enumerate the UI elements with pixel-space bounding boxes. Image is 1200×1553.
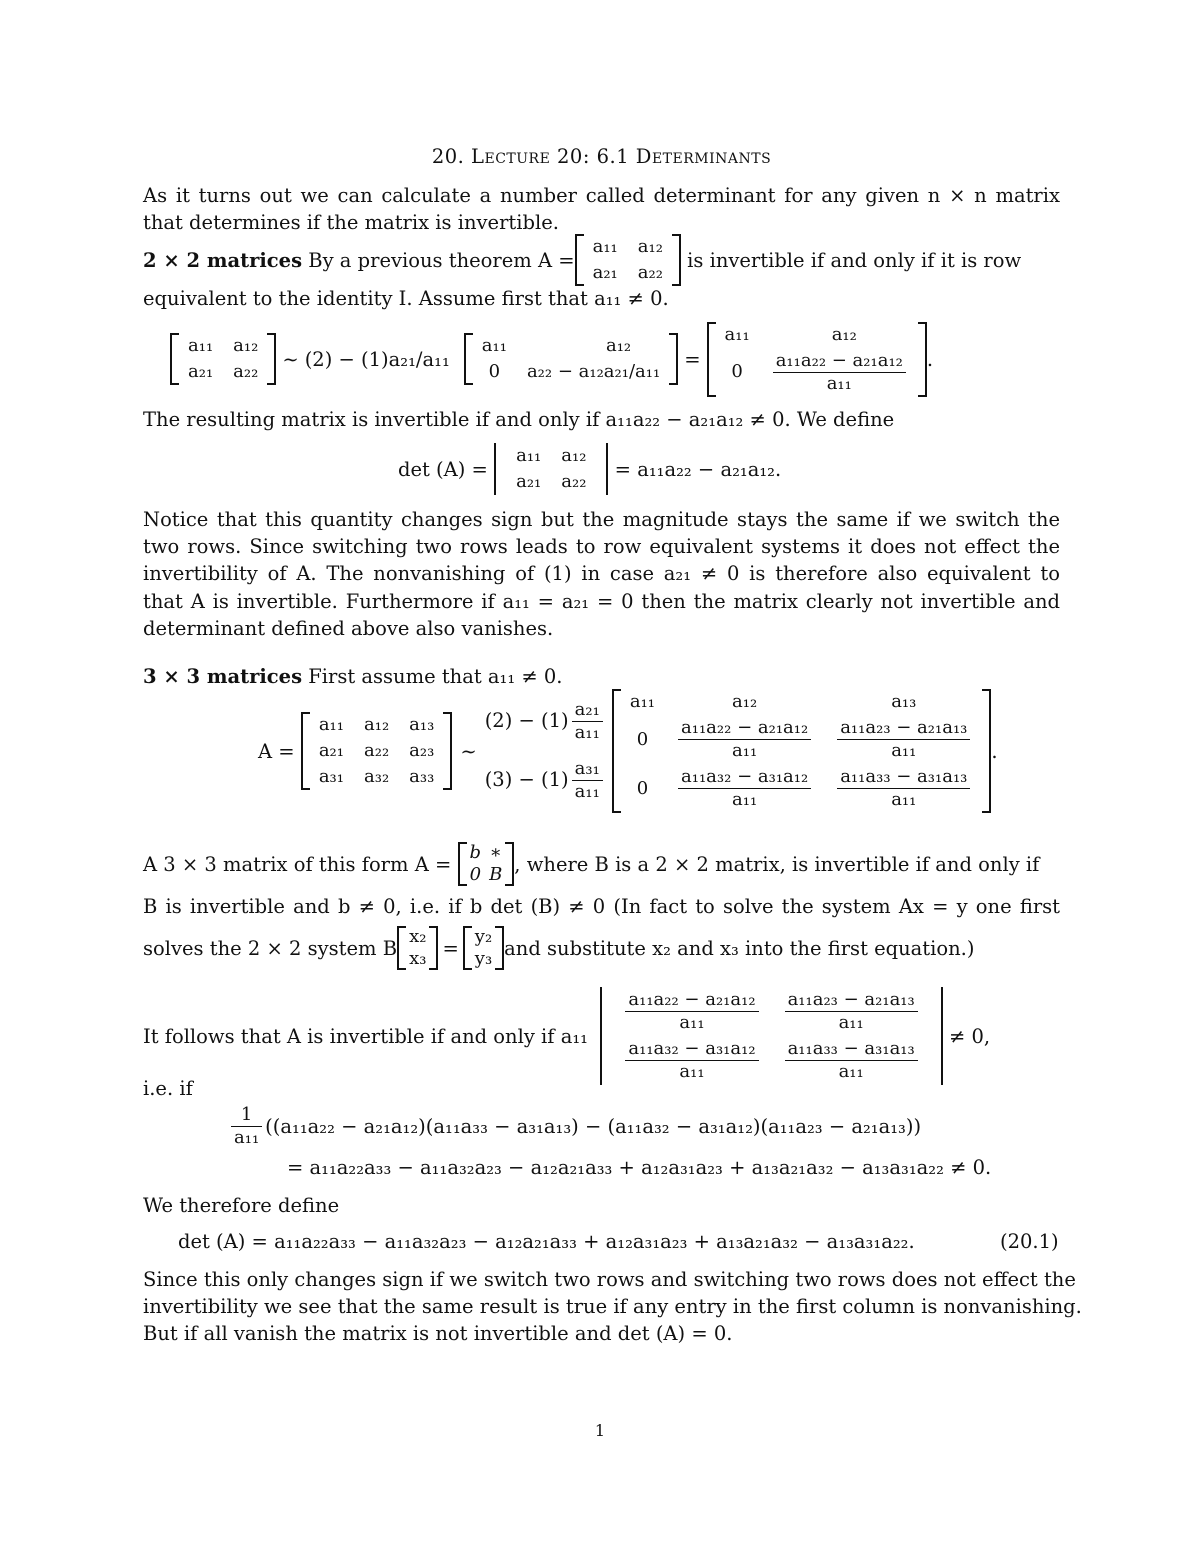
denominator: a₁₁ [891, 740, 917, 761]
entry-a22: a₂₂ [637, 262, 663, 283]
intro-line-2: that determines if the matrix is invertible. [143, 211, 559, 234]
fraction [773, 350, 906, 395]
row-operations [485, 699, 606, 803]
entry-a21: a₂₁ [592, 262, 618, 283]
since-line-3: But if all vanish the matrix is not invertible and det (A) = 0. [143, 1322, 733, 1345]
entry: a₃₁ [318, 766, 344, 787]
follows-tail: ≠ 0, [948, 1024, 991, 1048]
entry: a₂₁ [318, 740, 344, 761]
row-reduction-3x3 [258, 678, 998, 824]
tilde: ∼ [460, 739, 477, 763]
denominator: a₁₁ [891, 789, 917, 810]
numerator: a₁₁a₃₃ − a₃₁a₁₃ [785, 1038, 918, 1061]
numerator: a₁₁a₂₃ − a₂₁a₁₃ [785, 989, 918, 1012]
entry: a₂₃ [409, 740, 435, 761]
entry: a₁₁ [318, 714, 344, 735]
section-2x2-text: By a previous theorem A = [308, 248, 575, 272]
entry: a₁₁ [481, 335, 507, 356]
equals: = [684, 347, 701, 371]
entry-a11: a₁₁ [592, 236, 618, 257]
denominator: a₁₁ [838, 1061, 864, 1082]
entry: a₂₁ [516, 471, 542, 492]
A-equals: A = [258, 739, 295, 763]
form-text-3a: solves the 2 × 2 system B [143, 936, 398, 960]
entry: a₁₁ [629, 691, 656, 712]
notice-line-1: Notice that this quantity changes sign but the magnitude stays the same if we switch the [143, 508, 1060, 531]
entry: 0 [636, 777, 649, 799]
section-2x2-line [143, 230, 1060, 290]
entry: x₂ [409, 926, 427, 947]
tilde: ∼ [282, 347, 299, 371]
entry: ∗ [489, 842, 502, 863]
denominator: a₁₁ [838, 1012, 864, 1033]
entry: a₁₂ [831, 323, 857, 345]
entry: a₁₂ [732, 691, 758, 712]
since-line-1: Since this only changes sign if we switch two rows and switching two rows does not effect the [143, 1268, 1076, 1291]
det-lhs: det (A) = [398, 457, 488, 481]
entry: 0 [731, 361, 743, 382]
entry: B [489, 864, 503, 885]
expansion-line-1 [228, 1100, 921, 1152]
resulting-line: The resulting matrix is invertible if and only if a₁₁a₂₂ − a₂₁a₁₂ ≠ 0. We define [143, 408, 895, 431]
since-line-2: invertibility we see that the same result is true if any entry in the first column is nonvanishing. [143, 1295, 1082, 1318]
entry-a12: a₁₂ [637, 236, 663, 257]
form-text-a: A 3 × 3 matrix of this form A = [143, 852, 452, 876]
denominator: a₁₁ [234, 1126, 260, 1148]
entry: a₂₂ [561, 471, 587, 492]
equals: = [442, 936, 459, 960]
page-title: 20. Lecture 20: 6.1 Determinants [431, 145, 772, 168]
notice-line-4: that A is invertible. Furthermore if a₁₁ = a₂₁ = 0 then the matrix clearly not invertible and [143, 590, 1060, 613]
numerator: a₁₁a₃₃ − a₃₁a₁₃ [837, 766, 970, 789]
expansion-text-1: ((a₁₁a₂₂ − a₂₁a₁₂)(a₁₁a₃₃ − a₃₁a₁₃) − (a₁₁a₃₂ − a₃₁a₁₂)(a₁₁a₂₃ − a₂₁a₁₃)) [265, 1114, 922, 1138]
denominator: a₁₁ [732, 789, 758, 810]
section-3x3-text: First assume that a₁₁ ≠ 0. [308, 665, 563, 688]
det-rhs: = a₁₁a₂₂ − a₂₁a₁₂. [614, 457, 782, 481]
denominator: a₁₁ [826, 372, 852, 394]
entry: y₂ [474, 926, 493, 947]
numerator: a₁₁a₃₂ − a₃₁a₁₂ [625, 1038, 758, 1061]
entry: a₁₂ [561, 445, 587, 466]
entry: 0 [488, 361, 501, 382]
entry: x₃ [409, 948, 427, 969]
entry: a₁₁ [188, 335, 214, 356]
det-3x3-definition: det (A) = a₁₁a₂₂a₃₃ − a₁₁a₃₂a₂₃ − a₁₂a₂₁a₃₃ + a₁₂a₃₁a₂₃ + a₁₃a₂₁a₃₂ − a₁₃a₃₁a₂₂. [178, 1230, 915, 1253]
period: . [926, 347, 934, 371]
denominator: a₁₁ [679, 1061, 705, 1082]
entry: a₁₃ [891, 691, 917, 712]
entry: a₂₁ [188, 361, 214, 382]
numerator: a₁₁a₂₂ − a₂₁a₁₂ [625, 989, 758, 1012]
entry: 0 [469, 864, 482, 885]
numerator: a₁₁a₂₂ − a₂₁a₁₂ [678, 717, 811, 740]
form-line-2: B is invertible and b ≠ 0, i.e. if b det (B) ≠ 0 (In fact to solve the system Ax = y one first [143, 895, 1060, 918]
intro-line-1: As it turns out we can calculate a number called determinant for any given n × n matrix [143, 184, 1060, 207]
form-line-3 [143, 920, 1060, 976]
section-2x2-tail: is invertible if and only if it is row [687, 248, 1022, 272]
numerator: a₂₁ [572, 699, 603, 722]
numerator: a₁₁a₂₂ − a₂₁a₁₂ [773, 350, 906, 373]
denominator: a₁₁ [574, 722, 600, 743]
entry: a₁₂ [233, 335, 259, 356]
entry: a₁₂ [605, 335, 632, 356]
page-number: 1 [594, 1421, 606, 1440]
section-2x2-line-2: equivalent to the identity I. Assume first that a₁₁ ≠ 0. [143, 287, 669, 310]
entry: a₁₁ [516, 445, 542, 466]
denominator: a₁₁ [732, 740, 758, 761]
entry: b [469, 842, 482, 863]
row-operation: (2) − (1)a₂₁/a₁₁ [304, 347, 450, 371]
entry: 0 [636, 728, 649, 750]
matrix-A-2x2 [575, 234, 681, 286]
numerator: a₁₁a₂₃ − a₂₁a₁₃ [837, 717, 970, 740]
det-2x2-definition [398, 440, 781, 498]
form-text-3b: and substitute x₂ and x₃ into the first equation.) [504, 936, 975, 960]
entry: a₁₂ [364, 714, 390, 735]
entry: a₂₂ − a₁₂a₂₁/a₁₁ [526, 361, 661, 382]
denominator: a₁₁ [574, 781, 600, 802]
numerator: 1 [231, 1104, 262, 1127]
entry: a₃₂ [364, 766, 390, 787]
notice-line-5: determinant defined above also vanishes. [143, 617, 554, 640]
follows-text: It follows that A is invertible if and only if a₁₁ [143, 1024, 588, 1048]
denominator: a₁₁ [679, 1012, 705, 1033]
notice-line-2: two rows. Since switching two rows leads to row equivalent systems it does not effect the [143, 535, 1060, 558]
entry: y₃ [474, 948, 493, 969]
op: (2) − (1) [484, 709, 569, 732]
section-3x3-heading: 3 × 3 matrices [143, 665, 303, 688]
form-text-b: , where B is a 2 × 2 matrix, is invertible if and only if [514, 852, 1040, 876]
entry: a₁₃ [409, 714, 435, 735]
numerator: a₁₁a₃₂ − a₃₁a₁₂ [678, 766, 811, 789]
op: (3) − (1) [484, 768, 569, 791]
row-reduction-2x2 [170, 323, 933, 395]
section-2x2-heading: 2 × 2 matrices [143, 248, 303, 272]
therefore-line: We therefore define [143, 1194, 340, 1217]
entry: a₁₁ [724, 323, 750, 345]
expansion-line-2: = a₁₁a₂₂a₃₃ − a₁₁a₃₂a₂₃ − a₁₂a₂₁a₃₃ + a₁₂a₃₁a₂₃ + a₁₃a₂₁a₃₂ − a₁₃a₃₁a₂₂ ≠ 0. [287, 1156, 992, 1179]
equation-number: (20.1) [1000, 1230, 1059, 1253]
notice-line-3: invertibility of A. The nonvanishing of (1) in case a₂₁ ≠ 0 is therefore also equivalent to [143, 562, 1060, 585]
entry: a₃₃ [409, 766, 435, 787]
entry: a₂₂ [233, 361, 259, 382]
entry: a₂₂ [364, 740, 390, 761]
form-line-1 [143, 836, 1060, 892]
period: . [991, 739, 998, 763]
ie-if: i.e. if [143, 1077, 193, 1100]
numerator: a₃₁ [572, 758, 603, 781]
